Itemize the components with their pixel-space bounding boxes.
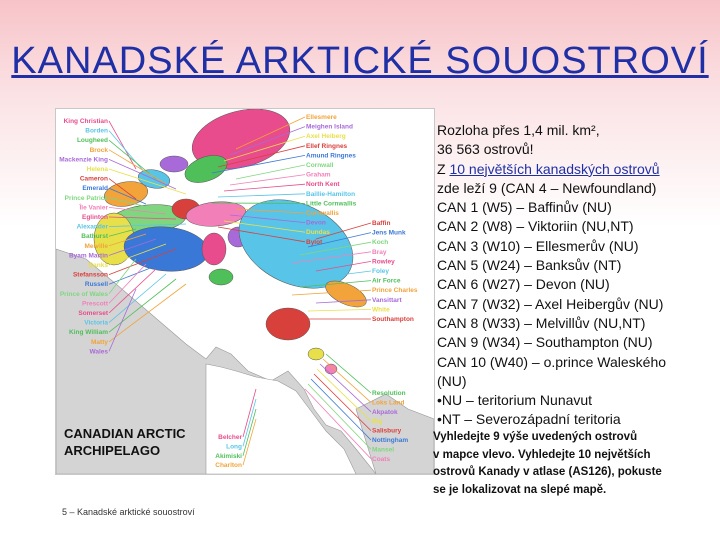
island-label: Bray	[372, 248, 387, 256]
island-label: Melville	[84, 242, 108, 250]
island-label: Jens Munk	[372, 229, 406, 237]
island-shape	[308, 348, 324, 360]
island-shape	[160, 156, 188, 172]
fact-line: CAN 10 (W40) – o.prince Waleského	[437, 353, 667, 370]
island-facts	[437, 121, 717, 430]
leader-line	[218, 194, 305, 197]
fact-line: CAN 2 (W8) – Viktoriin (NU,NT)	[437, 218, 634, 235]
fact-line: CAN 7 (W32) – Axel Heibergův (NU)	[437, 295, 664, 312]
island-label: Dundas	[306, 229, 330, 237]
fact-line: CAN 6 (W27) – Devon (NU)	[437, 276, 610, 293]
island-label: Coats	[372, 455, 391, 463]
island-label: Akpatok	[372, 408, 398, 416]
fact-line: (NU)	[437, 372, 467, 389]
island-label: Wales	[89, 348, 108, 356]
island-label: Little Cornwallis	[306, 200, 357, 208]
island-label: Mackenzie King	[59, 156, 108, 164]
page-title: KANADSKÉ ARKTICKÉ SOUOSTROVÍ	[11, 40, 709, 82]
island-label: Foley	[372, 268, 389, 275]
island-label: Alexander	[76, 223, 108, 231]
leader-line	[236, 165, 305, 179]
island-label: Banks	[88, 262, 108, 269]
island-label: Byam Martin	[68, 252, 108, 260]
map-caption-line-1: CANADIAN ARCTIC	[64, 426, 186, 441]
island-label: Cameron	[79, 175, 108, 183]
island-label: Long	[226, 443, 242, 451]
island-label: Baffin	[372, 220, 391, 227]
island-label: Prince of Wales	[59, 290, 108, 298]
island-label: North Kent	[306, 181, 340, 189]
island-label: Graham	[306, 171, 331, 179]
slide-footer: 5 – Kanadské arktické souostroví	[62, 507, 195, 517]
island-label: Loks Land	[372, 399, 405, 407]
area-line: Rozloha přes 1,4 mil. km²,	[437, 122, 600, 138]
island-label: Baillie-Hamilton	[306, 190, 356, 198]
fact-line: CAN 8 (W33) – Melvillův (NU,NT)	[437, 314, 646, 331]
island-label: Koch	[372, 239, 389, 247]
island-label: Prince Patrick	[64, 194, 108, 202]
fact-line: CAN 9 (W34) – Southampton (NU)	[437, 334, 653, 351]
island-label: Ellef Ringnes	[306, 142, 348, 150]
island-label: Matty	[91, 338, 108, 346]
task-note	[433, 429, 718, 499]
task-note-line-3: ostrovů Kanady v atlase (AS126), pokuste	[433, 466, 662, 478]
island-label: Île Vanier	[79, 204, 108, 212]
leader-line	[230, 175, 305, 185]
island-label: Cornwall	[306, 162, 334, 169]
island-label: Bylot	[306, 238, 323, 246]
island-label: Belcher	[218, 434, 242, 441]
island-label: Emerald	[82, 185, 108, 193]
island-label: Borden	[85, 127, 108, 135]
fact-line: CAN 1 (W5) – Baffinův (NU)	[437, 199, 612, 216]
island-label: Prescott	[81, 300, 108, 308]
island-label: Akimiski	[215, 452, 242, 460]
top-ten-link[interactable]: 10 největších kanadských ostrovů	[449, 160, 660, 177]
island-shape	[266, 308, 310, 340]
island-label: Bathurst	[81, 233, 108, 241]
island-label: Lougheed	[76, 137, 108, 145]
island-label: Cornwallis	[306, 210, 339, 217]
island-label: Russell	[84, 281, 108, 289]
leader-line	[109, 121, 136, 169]
island-label: Somerset	[78, 310, 108, 317]
island-label: White	[372, 306, 390, 314]
task-note-line-1: Vyhledejte 9 výše uvedených ostrovů	[433, 431, 638, 443]
island-label: Rowley	[372, 258, 395, 266]
island-label: King William	[69, 329, 108, 337]
island-label: Prince Charles	[372, 287, 418, 295]
archipelago-map	[55, 108, 435, 475]
island-label: Victoria	[84, 319, 108, 327]
leader-line	[224, 184, 305, 191]
island-label: Salisbury	[372, 427, 402, 435]
map-caption-line-2: ARCHIPELAGO	[64, 443, 161, 458]
leader-line	[323, 359, 371, 402]
top-ten-prefix: Z	[437, 160, 450, 177]
island-label: Amund Ringnes	[306, 152, 356, 160]
island-label: Charlton	[215, 462, 242, 470]
island-label: Helena	[86, 166, 108, 173]
fact-line: CAN 5 (W24) – Banksův (NT)	[437, 257, 622, 274]
island-label: Devon	[306, 219, 326, 227]
fact-line: •NU – teritorium Nunavut	[437, 392, 593, 409]
island-label: Stefansson	[72, 271, 108, 279]
fact-list	[437, 179, 717, 430]
leader-line	[308, 309, 371, 311]
island-label: Axel Heiberg	[306, 133, 346, 141]
top-ten-intro	[437, 160, 717, 179]
fact-line: •NT – Severozápadní teritoria	[437, 411, 621, 428]
island-label: Vansittart	[372, 296, 402, 304]
island-label: Mansel	[372, 446, 395, 454]
task-note-line-4: se je lokalizovat na slepé mapě.	[433, 483, 607, 496]
island-label: King Christian	[63, 118, 108, 125]
island-label: Nottingham	[372, 437, 409, 444]
leader-line	[109, 140, 156, 179]
island-label: Eglinton	[82, 214, 108, 221]
island-label: Meighen Island	[306, 123, 353, 131]
map-canvas	[56, 109, 434, 474]
fact-line: zde leží 9 (CAN 4 – Newfoundland)	[437, 179, 657, 196]
leader-line	[109, 150, 166, 184]
island-count-line: 36 563 ostrovů!	[437, 141, 534, 158]
island-label: Southampton	[372, 316, 414, 323]
island-shape	[202, 233, 226, 265]
island-label: Brock	[89, 146, 108, 154]
island-label: Big	[372, 418, 383, 426]
task-note-line-2: v mapce vlevo. Vyhledejte 10 největších	[433, 448, 651, 461]
island-shape	[325, 364, 337, 374]
island-label: Resolution	[372, 390, 406, 397]
island-label: Ellesmere	[306, 114, 337, 121]
island-shape	[209, 269, 233, 285]
fact-line: CAN 3 (W10) – Ellesmerův (NU)	[437, 237, 639, 254]
island-label: Air Force	[372, 277, 401, 285]
map-caption	[64, 425, 186, 459]
